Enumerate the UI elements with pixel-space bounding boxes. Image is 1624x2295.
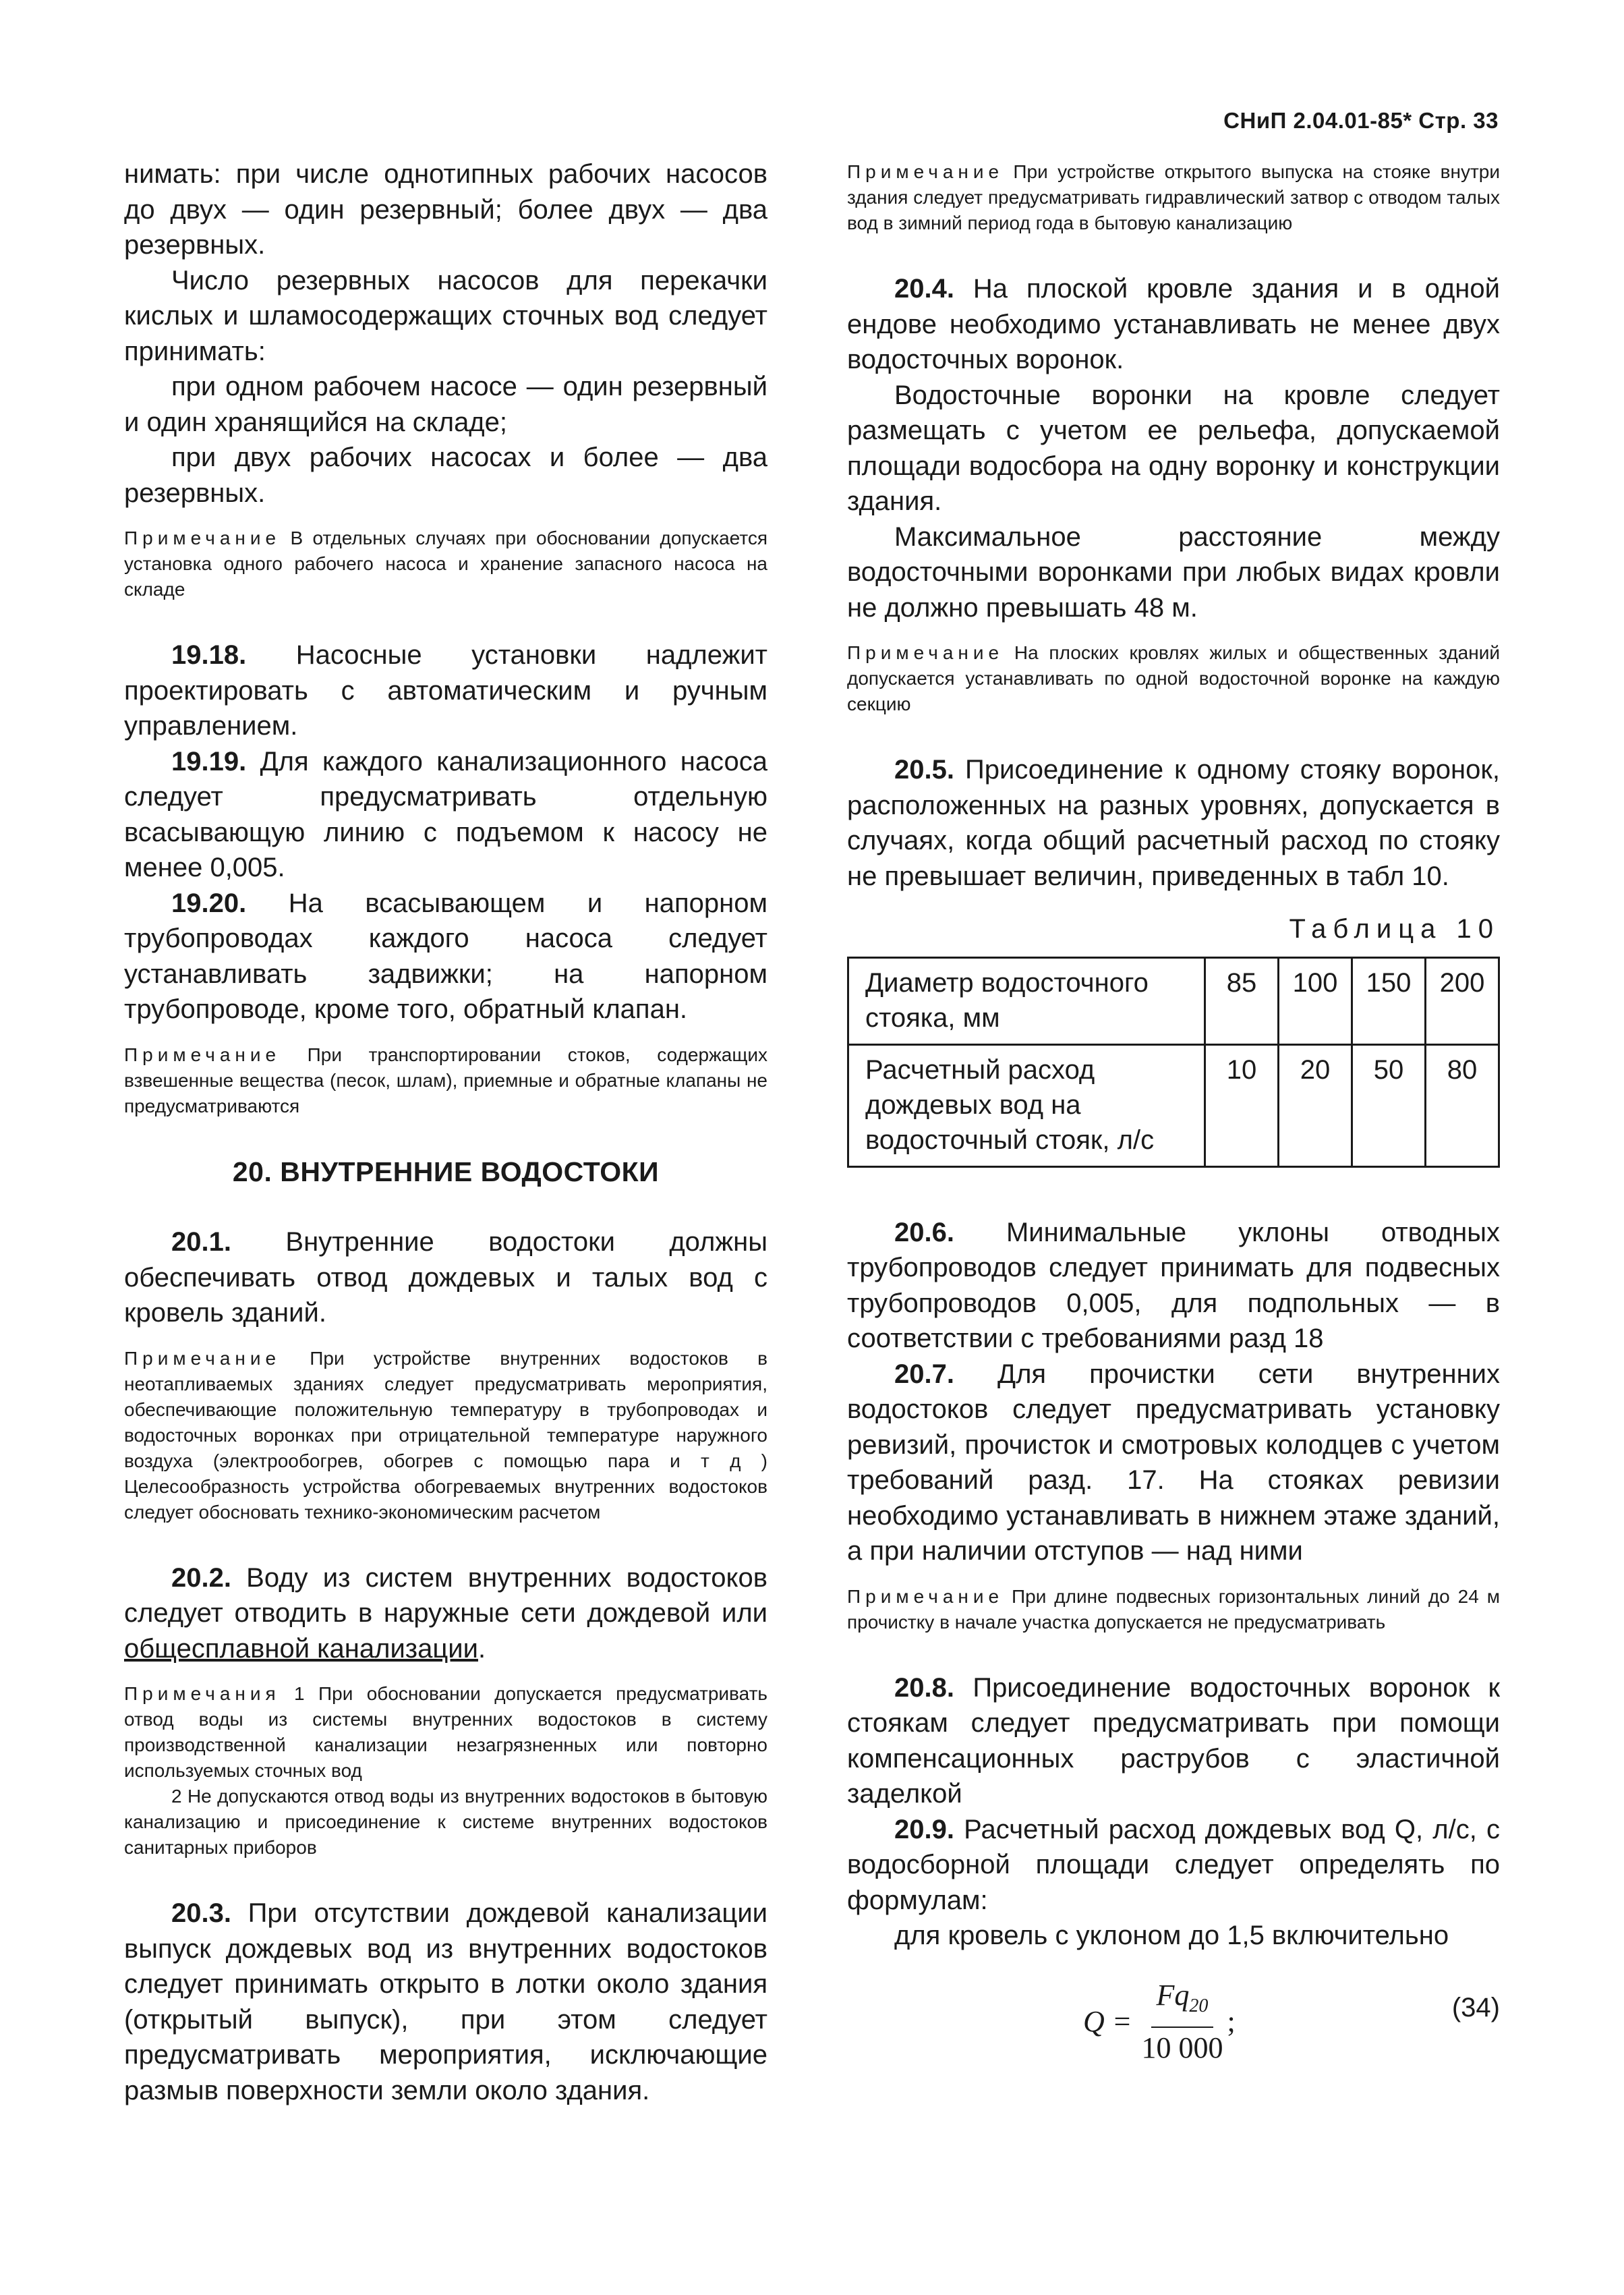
clause-20-8 — [847, 1670, 1500, 1812]
formula-34 — [847, 1973, 1500, 2064]
clause-19-18 — [124, 638, 767, 744]
clause-20-4 — [847, 271, 1500, 378]
clause-text: При отсутствии дождевой канализации выпуск дождевых вод из внутренних водостоков следует принимать открыто в лотки около здания (открытый выпуск), при этом следует предусматривать мероприятия, исключающие размыв поверхности земли около здания. — [124, 1898, 767, 2105]
note — [847, 1584, 1500, 1635]
table-cell: 20 — [1279, 1044, 1352, 1166]
note-text: При транспортировании стоков, содержащих взвешенные вещества (песок, шлам), приемные и обратные клапаны не предусматриваются — [124, 1044, 767, 1116]
formula-body — [1083, 1978, 1236, 2066]
note-item: 2 Не допускаются отвод воды из внутренних водостоков в бытовую канализацию и присоединение к системе внутренних водостоков санитарных приборов — [124, 1786, 767, 1858]
clause-text: Присоединение водосточных воронок к стоякам следует предусматривать при помощи компенсационных раструбов с эластичной заделкой — [847, 1672, 1500, 1809]
paragraph: Число резервных насосов для перекачки кислых и шламосодержащих сточных вод следует принимать: — [124, 265, 767, 366]
clause-number: 20.2. — [171, 1562, 231, 1593]
clause-19-19 — [124, 744, 767, 886]
formula-fraction — [1141, 1978, 1223, 2066]
table-cell: 200 — [1426, 957, 1499, 1044]
clause-20-9 — [847, 1812, 1500, 1919]
clause-number: 19.20. — [171, 888, 247, 918]
formula-number: (34) — [1451, 1992, 1500, 2022]
clause-number: 19.19. — [171, 746, 247, 776]
table-cell: 100 — [1279, 957, 1352, 1044]
clause-text: Внутренние водостоки должны обеспечивать отвод дождевых и талых вод с кровель зданий. — [124, 1227, 767, 1328]
clause-text: На всасывающем и напорном трубопроводах каждого насоса следует устанавливать задвижки; на напорном трубопроводе, кроме того, обратный клапан. — [124, 888, 767, 1024]
clause-text: Воду из систем внутренних водостоков следует отводить в наружные сети дождевой или — [124, 1562, 767, 1628]
section-title: 20. ВНУТРЕННИЕ ВОДОСТОКИ — [232, 1156, 660, 1187]
note-text: На плоских кровлях жилых и общественных зданий допускается устанавливать по одной водосточной воронке на каждую секцию — [847, 642, 1500, 714]
formula-denominator: 10 000 — [1141, 2031, 1223, 2064]
note-label: Примечание — [124, 528, 281, 548]
page-header: СНиП 2.04.01-85* Стр. 33 — [1223, 108, 1499, 133]
paragraph: при одном рабочем насосе — один резервный и один хранящийся на складе; — [124, 372, 767, 437]
clause-text-underlined: общесплавной канализации — [124, 1633, 478, 1664]
clause-20-6 — [847, 1215, 1500, 1357]
note — [847, 159, 1500, 236]
table-row — [848, 1044, 1499, 1166]
clause-20-5 — [847, 752, 1500, 894]
table-cell: 80 — [1426, 1044, 1499, 1166]
clause-number: 20.5. — [894, 755, 954, 785]
paragraph: при двух рабочих насосах и более — два резервных. — [124, 443, 767, 508]
table-row — [848, 957, 1499, 1044]
table-cell-label: Диаметр водосточного стояка, мм — [848, 957, 1205, 1044]
left-column — [124, 157, 767, 2108]
table-cell: 50 — [1352, 1044, 1426, 1166]
formula-numerator — [1151, 1978, 1214, 2028]
paragraph: Максимальное расстояние между водосточными воронками при любых видах кровли не должно превышать 48 м. — [847, 521, 1500, 623]
clause-20-2 — [124, 1560, 767, 1667]
clause-number: 20.4. — [894, 274, 954, 304]
note-label: Примечания — [124, 1683, 281, 1704]
note-text: При устройстве открытого выпуска на стояке внутри здания следует предусматривать гидравлический затвор с отводом талых вод в зимний период года в бытовую канализацию — [847, 161, 1500, 233]
paragraph: для кровель с уклоном до 1,5 включительно — [894, 1921, 1449, 1950]
table-cell: 150 — [1352, 957, 1426, 1044]
paragraph: нимать: при числе однотипных рабочих насосов до двух — один резервный; более двух — два резервных. — [124, 159, 767, 260]
note — [124, 1042, 767, 1119]
clause-number: 20.1. — [171, 1227, 231, 1257]
note — [124, 1346, 767, 1525]
note-label: Примечание — [847, 642, 1004, 663]
note — [124, 526, 767, 602]
note-text: В отдельных случаях при обосновании допускается установка одного рабочего насоса и хранение запасного насоса на складе — [124, 528, 767, 600]
clause-number: 20.8. — [894, 1672, 954, 1703]
clause-text: Минимальные уклоны отводных трубопроводов следует принимать для подвесных трубопроводов 0,005, для подпольных — в соответствии с требованиями разд 18 — [847, 1217, 1500, 1353]
formula-semicolon: ; — [1227, 2004, 1236, 2038]
table-10 — [847, 957, 1500, 1168]
note-text: При устройстве внутренних водостоков в неотапливаемых зданиях следует предусматривать мероприятия, обеспечивающие положительную температуру в трубопроводах и водосточных воронках при отрицательной температуре наружного воздуха (электрообогрев, обогрев с помощью пара и т д ) Целесообразность устройства обогреваемых внутренних водостоков следует обосновать технико-экономическим расчетом — [124, 1347, 767, 1523]
clause-number: 20.9. — [894, 1814, 954, 1844]
formula-lhs: Q = — [1083, 2004, 1132, 2038]
clause-20-3 — [124, 1896, 767, 2108]
clause-text: Для прочистки сети внутренних водостоков следует предусматривать установку ревизий, прочисток и смотровых колодцев с учетом требований разд. 17. На стояках ревизии необходимо устанавливать в нижнем этаже зданий, а при наличии отступов — над ними — [847, 1359, 1500, 1566]
formula-numerator-main: Fq — [1156, 1978, 1190, 2012]
clause-19-20 — [124, 886, 767, 1027]
paragraph: Водосточные воронки на кровле следует размещать с учетом ее рельефа, допускаемой площади водосбора на одну воронку и конструкции здания. — [847, 380, 1500, 516]
note — [847, 640, 1500, 717]
clause-20-7 — [847, 1357, 1500, 1569]
note-label: Примечание — [124, 1347, 281, 1369]
note-label: Примечание — [847, 161, 1004, 182]
note-text: При длине подвесных горизонтальных линий до 24 м прочистку в начале участка допускается не предусматривать — [847, 1585, 1500, 1633]
table-caption: Таблица 10 — [1289, 914, 1500, 944]
clause-text: На плоской кровле здания и в одной ендове необходимо устанавливать не менее двух водосточных воронок. — [847, 274, 1500, 374]
formula-numerator-sub: 20 — [1189, 1995, 1209, 2016]
clause-text: Расчетный расход дождевых вод Q, л/с, с водосборной площади следует определять по формулам: — [847, 1814, 1500, 1915]
clause-text: Для каждого канализационного насоса следует предусматривать отдельную всасывающую линию с подъемом к насосу не менее 0,005. — [124, 746, 767, 882]
table-cell: 85 — [1205, 957, 1279, 1044]
table-cell: 10 — [1205, 1044, 1279, 1166]
note-label: Примечание — [124, 1044, 281, 1065]
note-label: Примечание — [847, 1585, 1004, 1607]
note-text: 1 При обосновании допускается предусматривать отвод воды из системы внутренних водостоков в систему производственной канализации незагрязненных или повторно используемых сточных вод — [124, 1683, 767, 1781]
right-column — [847, 157, 1500, 2064]
clause-number: 19.18. — [171, 640, 247, 670]
clause-number: 20.7. — [894, 1359, 954, 1389]
table-cell-label: Расчетный расход дождевых вод на водосточный стояк, л/с — [848, 1044, 1205, 1166]
clause-number: 20.3. — [171, 1898, 231, 1928]
notes — [124, 1681, 767, 1784]
clause-text: Присоединение к одному стояку воронок, расположенных на разных уровнях, допускается в случаях, когда общий расчетный расход по стояку не превышает величин, приведенных в табл 10. — [847, 755, 1500, 891]
clause-text: Насосные установки надлежит проектировать с автоматическим и ручным управлением. — [124, 640, 767, 741]
clause-text: . — [477, 1633, 486, 1664]
clause-number: 20.6. — [894, 1217, 954, 1247]
clause-20-1 — [124, 1224, 767, 1331]
